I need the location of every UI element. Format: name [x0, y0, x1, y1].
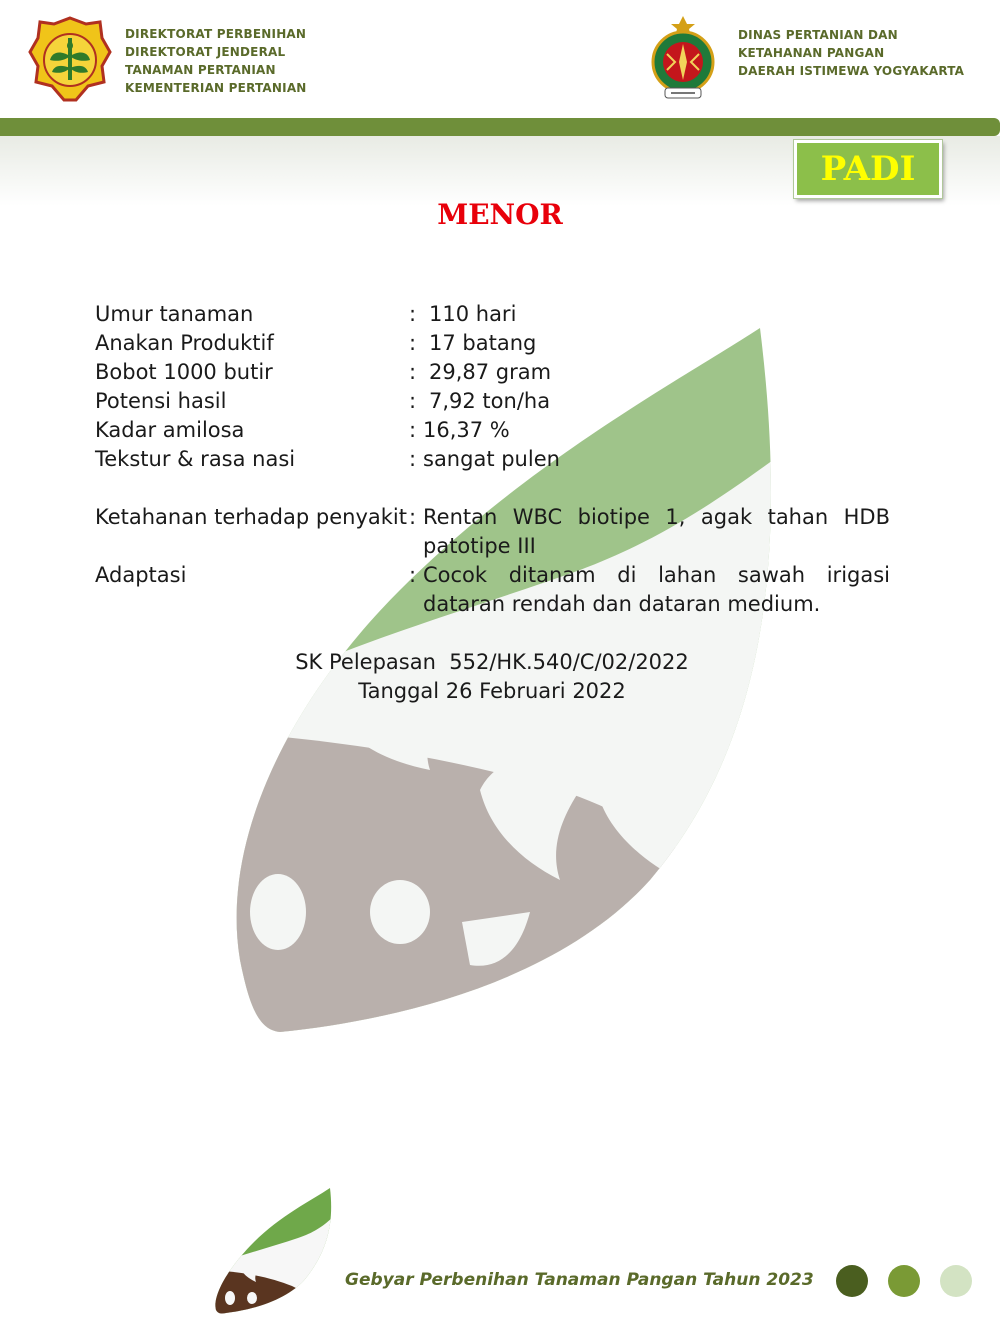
spec-label: Ketahanan terhadap penyakit: [95, 505, 407, 529]
spec-colon: :: [409, 302, 417, 326]
spec-value: sangat pulen: [423, 447, 560, 471]
release-decree-number: SK Pelepasan 552/HK.540/C/02/2022: [295, 650, 689, 674]
right-org-line: KETAHANAN PANGAN: [738, 46, 885, 60]
spec-row: [95, 387, 895, 416]
footer-leaf-logo-icon: [208, 1186, 336, 1314]
left-org-line: DIREKTORAT PERBENIHAN: [125, 27, 307, 41]
variety-title: MENOR: [437, 198, 563, 231]
spec-colon: :: [409, 360, 417, 384]
spec-label: Bobot 1000 butir: [95, 360, 273, 384]
spec-value: 16,37 %: [423, 418, 510, 442]
spec-row: [95, 445, 895, 474]
spec-row: [95, 358, 895, 387]
spec-label: Tekstur & rasa nasi: [95, 447, 296, 471]
spec-value: 17 batang: [429, 331, 537, 355]
right-org-line: DAERAH ISTIMEWA YOGYAKARTA: [738, 64, 965, 78]
spec-row: [95, 561, 895, 619]
spec-value: 110 hari: [429, 302, 517, 326]
spec-value: 7,92 ton/ha: [429, 389, 551, 413]
right-org-name: [738, 26, 964, 80]
left-org-line: TANAMAN PERTANIAN: [125, 63, 276, 77]
spec-spacer: [95, 474, 895, 503]
diy-crest-icon: [645, 14, 721, 102]
spec-colon: :: [409, 331, 417, 355]
footer-dot-dark: [836, 1265, 868, 1297]
left-org-name: [125, 25, 307, 97]
spec-colon: :: [409, 447, 417, 471]
left-org-line: KEMENTERIAN PERTANIAN: [125, 81, 307, 95]
kementan-logo-icon: [28, 16, 112, 102]
spec-colon: :: [409, 389, 417, 413]
spec-value: Cocok ditanam di lahan sawah irigasi dataran rendah dan dataran medium.: [423, 563, 890, 616]
release-decree: [0, 648, 984, 706]
spec-row: [95, 503, 895, 561]
right-org-line: DINAS PERTANIAN DAN: [738, 28, 898, 42]
spec-colon: :: [409, 505, 417, 529]
spec-row: [95, 329, 895, 358]
spec-label: Umur tanaman: [95, 302, 254, 326]
category-badge-label: PADI: [820, 149, 916, 189]
release-decree-date: Tanggal 26 Februari 2022: [358, 679, 626, 703]
footer-event-title: Gebyar Perbenihan Tanaman Pangan Tahun 2023: [345, 1270, 814, 1290]
spec-value: Rentan WBC biotipe 1, agak tahan HDB patotipe III: [423, 505, 890, 558]
spec-label: Adaptasi: [95, 563, 187, 587]
spec-label: Potensi hasil: [95, 389, 227, 413]
spec-colon: :: [409, 418, 417, 442]
header-divider-bar: [0, 118, 1000, 136]
spec-row: [95, 416, 895, 445]
left-org-line: DIREKTORAT JENDERAL: [125, 45, 286, 59]
spec-row: [95, 300, 895, 329]
footer-dot-medium: [888, 1265, 920, 1297]
spec-list: [95, 300, 895, 619]
spec-label: Kadar amilosa: [95, 418, 245, 442]
spec-label: Anakan Produktif: [95, 331, 274, 355]
spec-colon: :: [409, 563, 417, 587]
spec-value: 29,87 gram: [429, 360, 552, 384]
footer-dot-light: [940, 1265, 972, 1297]
category-badge: [794, 140, 942, 198]
